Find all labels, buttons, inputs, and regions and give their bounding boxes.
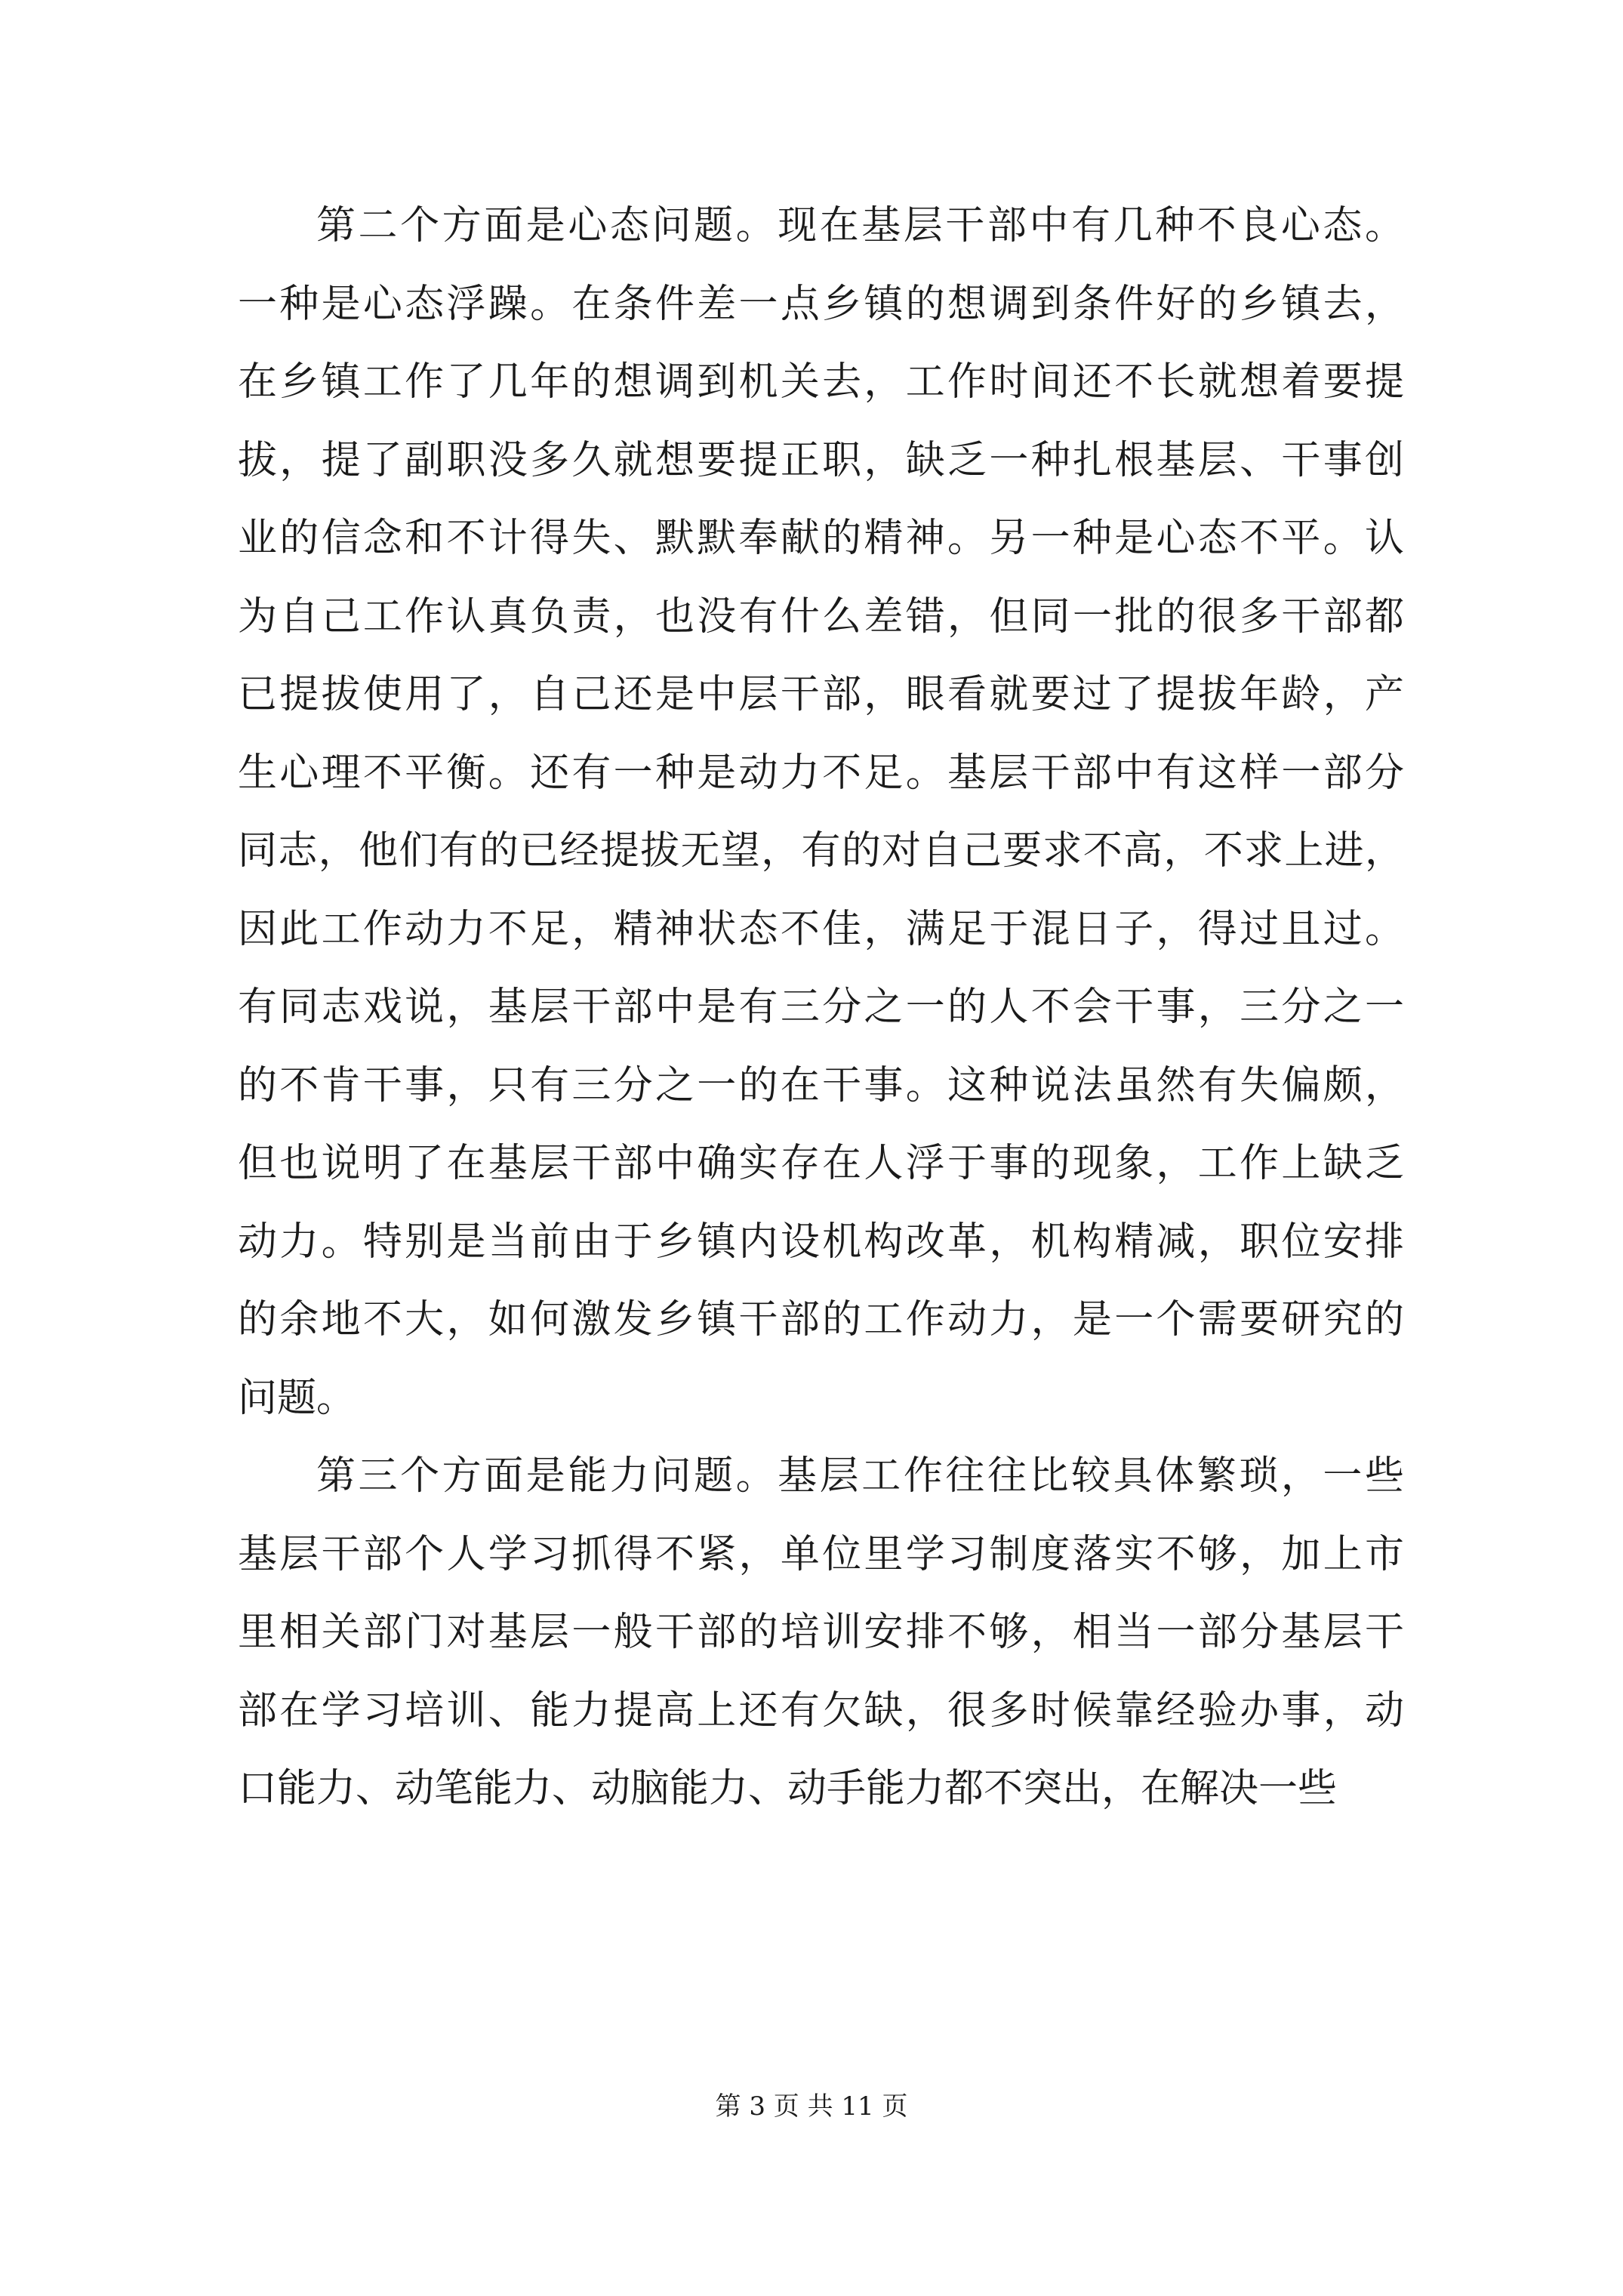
text-line: 但也说明了在基层干部中确实存在人浮于事的现象，工作上缺乏	[238, 1141, 1404, 1186]
text-line: 口能力、动笔能力、动脑能力、动手能力都不突出，在解决一些	[238, 1766, 1338, 1811]
text-line: 拔，提了副职没多久就想要提正职，缺乏一种扎根基层、干事创	[238, 437, 1404, 483]
text-line: 一种是心态浮躁。在条件差一点乡镇的想调到条件好的乡镇去，	[238, 281, 1404, 327]
text-line: 部在学习培训、能力提高上还有欠缺，很多时候靠经验办事，动	[238, 1687, 1404, 1734]
paragraph	[238, 1438, 1404, 1829]
text-line: 问题。	[238, 1375, 356, 1421]
paragraph	[238, 187, 1404, 1438]
text-line: 基层干部个人学习抓得不紧，单位里学习制度落实不够，加上市	[238, 1531, 1404, 1577]
text-line: 因此工作动力不足，精神状态不佳，满足于混日子，得过且过。	[238, 906, 1404, 952]
text-line: 第三个方面是能力问题。基层工作往往比较具体繁琐，一些	[316, 1453, 1404, 1499]
text-line: 同志，他们有的已经提拔无望，有的对自己要求不高，不求上进，	[238, 828, 1404, 874]
text-line: 业的信念和不计得失、默默奉献的精神。另一种是心态不平。认	[238, 516, 1404, 561]
text-line: 第二个方面是心态问题。现在基层干部中有几种不良心态。	[316, 203, 1404, 248]
document-body	[238, 187, 1404, 1829]
text-line: 动力。特别是当前由于乡镇内设机构改革，机构精减，职位安排	[238, 1219, 1404, 1265]
page-number-footer: 第 3 页 共 11 页	[715, 2091, 908, 2122]
text-line: 已提拔使用了，自己还是中层干部，眼看就要过了提拔年龄，产	[238, 672, 1404, 717]
text-line: 生心理不平衡。还有一种是动力不足。基层干部中有这样一部分	[238, 750, 1404, 796]
text-line: 在乡镇工作了几年的想调到机关去，工作时间还不长就想着要提	[238, 359, 1404, 405]
text-line: 里相关部门对基层一般干部的培训安排不够，相当一部分基层干	[238, 1610, 1404, 1655]
text-line: 有同志戏说，基层干部中是有三分之一的人不会干事，三分之一	[238, 985, 1404, 1030]
text-line: 的余地不大，如何激发乡镇干部的工作动力，是一个需要研究的	[238, 1297, 1404, 1342]
text-line: 为自己工作认真负责，也没有什么差错，但同一批的很多干部都	[238, 593, 1404, 639]
text-line: 的不肯干事，只有三分之一的在干事。这种说法虽然有失偏颇，	[238, 1062, 1404, 1108]
